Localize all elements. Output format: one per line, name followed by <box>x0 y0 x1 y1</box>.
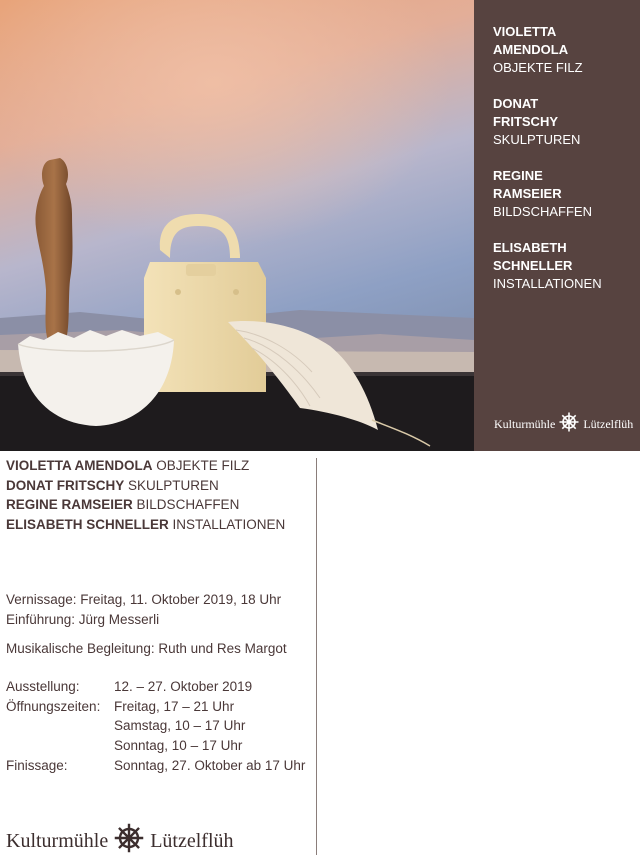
mill-wheel-icon <box>559 412 579 436</box>
panel-artist-name: VIOLETTA <box>493 24 557 39</box>
logo-text-left: Kulturmühle <box>494 416 556 431</box>
musik-text: Musikalische Begleitung: Ruth und Res Margot <box>6 641 287 656</box>
panel-artist-discipline: BILDSCHAFFEN <box>493 204 592 219</box>
panel-artist-discipline: INSTALLATIONEN <box>493 276 602 291</box>
panel-logo <box>494 412 633 436</box>
list-item <box>6 456 285 476</box>
panel-artist-name: SCHNELLER <box>493 258 573 273</box>
artist-discipline: SKULPTUREN <box>128 477 219 493</box>
logo-text-right: Lützelflüh <box>583 416 634 431</box>
panel-artist-name: FRITSCHY <box>493 114 558 129</box>
logo-text-left: Kulturmühle <box>6 829 109 852</box>
artist-discipline: OBJEKTE FILZ <box>156 458 250 473</box>
panel-artist-name: DONAT <box>493 96 539 111</box>
list-item <box>6 476 285 496</box>
schedule-label: Ausstellung: <box>6 679 80 694</box>
panel-artist-name: ELISABETH <box>493 240 567 255</box>
artist-panel <box>474 0 640 451</box>
schedule-label: Öffnungszeiten: <box>6 699 101 714</box>
artist-discipline: INSTALLATIONEN <box>172 516 286 532</box>
panel-artist-amendola <box>493 23 633 77</box>
panel-artist-name: AMENDOLA <box>493 42 569 57</box>
panel-artist-discipline: OBJEKTE FILZ <box>493 60 583 75</box>
schedule-value: Freitag, 17 – 21 Uhr <box>114 699 235 714</box>
logo-text-right: Lützelflüh <box>150 829 234 852</box>
schedule-value: Sonntag, 27. Oktober ab 17 Uhr <box>114 758 306 773</box>
panel-artist-schneller <box>493 239 633 293</box>
artist-list <box>6 456 285 534</box>
panel-artist-name: RAMSEIER <box>493 186 562 201</box>
artist-discipline: BILDSCHAFFEN <box>136 497 240 512</box>
schedule-value: Sonntag, 10 – 17 Uhr <box>114 738 243 753</box>
artist-name: DONAT FRITSCHY <box>6 477 125 493</box>
schedule-value: Samstag, 10 – 17 Uhr <box>114 718 246 733</box>
list-item <box>6 515 285 535</box>
footer-logo <box>6 823 234 859</box>
list-item <box>6 495 285 515</box>
vernissage-text: Vernissage: Freitag, 11. Oktober 2019, 18 Uhr <box>6 592 282 607</box>
artist-name: REGINE RAMSEIER <box>6 497 133 512</box>
schedule-label: Finissage: <box>6 758 68 773</box>
postcard-divider <box>316 458 317 855</box>
schedule-value: 12. – 27. Oktober 2019 <box>114 679 253 694</box>
artist-name: ELISABETH SCHNELLER <box>6 516 169 532</box>
panel-artist-ramseier <box>493 167 633 221</box>
artist-name: VIOLETTA AMENDOLA <box>6 458 153 473</box>
panel-artist-name: REGINE <box>493 168 543 183</box>
mill-wheel-icon <box>114 823 144 859</box>
einfuehrung-text: Einführung: Jürg Messerli <box>6 612 160 627</box>
panel-artist-discipline: SKULPTUREN <box>493 132 581 147</box>
panel-artist-fritschy <box>493 95 633 149</box>
exhibition-photo <box>0 0 474 451</box>
